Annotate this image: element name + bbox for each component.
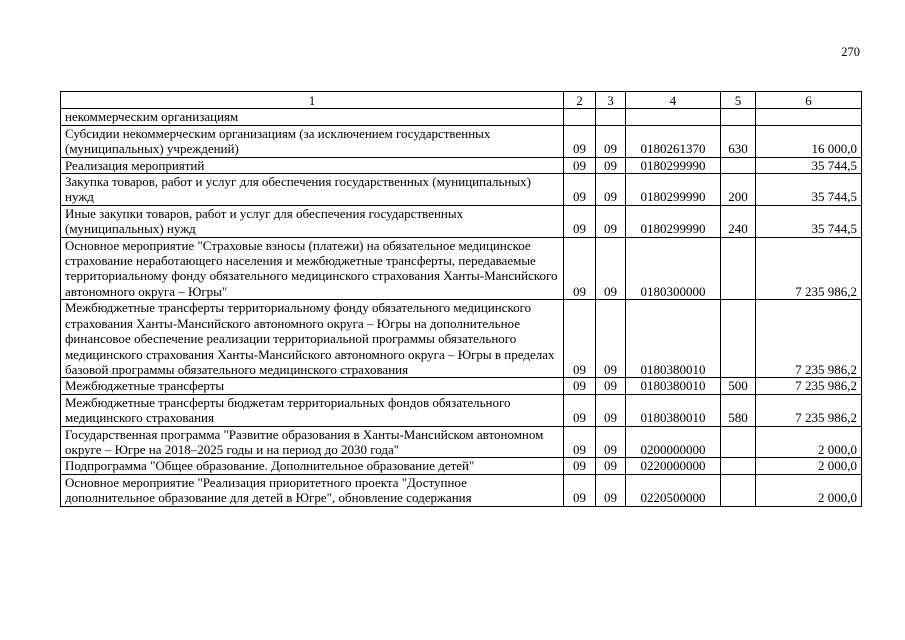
expense-type-code-cell bbox=[721, 458, 756, 474]
table-row bbox=[61, 237, 862, 300]
table-row bbox=[61, 205, 862, 237]
subsection-code-cell: 09 bbox=[596, 174, 626, 206]
header-cell: 2 bbox=[564, 92, 596, 109]
section-code-cell: 09 bbox=[564, 125, 596, 157]
amount-cell bbox=[756, 109, 862, 125]
section-code-cell: 09 bbox=[564, 174, 596, 206]
header-cell: 1 bbox=[61, 92, 564, 109]
section-code-cell: 09 bbox=[564, 157, 596, 173]
row-name-cell: Реализация мероприятий bbox=[61, 157, 564, 173]
subsection-code-cell: 09 bbox=[596, 458, 626, 474]
subsection-code-cell: 09 bbox=[596, 378, 626, 394]
row-name-cell: Межбюджетные трансферты bbox=[61, 378, 564, 394]
section-code-cell: 09 bbox=[564, 300, 596, 378]
header-cell: 3 bbox=[596, 92, 626, 109]
subsection-code-cell: 09 bbox=[596, 394, 626, 426]
expense-type-code-cell: 500 bbox=[721, 378, 756, 394]
table-row bbox=[61, 426, 862, 458]
amount-cell: 16 000,0 bbox=[756, 125, 862, 157]
amount-cell: 2 000,0 bbox=[756, 426, 862, 458]
target-item-code-cell: 0180299990 bbox=[626, 205, 721, 237]
target-item-code-cell: 0180299990 bbox=[626, 174, 721, 206]
row-name-cell: Межбюджетные трансферты территориальному фонду обязательного медицинского страхования Ханты-Мансийского автономного округа – Югры на дополнительное финансовое обеспечение реализации территориальной программы обязательного медицинского страхования Ханты-Мансийского автономного округа – Югры в пределах базовой программы обязательного медицинского страхования bbox=[61, 300, 564, 378]
subsection-code-cell bbox=[596, 109, 626, 125]
section-code-cell: 09 bbox=[564, 378, 596, 394]
section-code-cell bbox=[564, 109, 596, 125]
table-row bbox=[61, 458, 862, 474]
row-name-cell: Государственная программа "Развитие образования в Ханты-Мансийском автономном округе – Югре на 2018–2025 годы и на период до 2030 года" bbox=[61, 426, 564, 458]
table-row bbox=[61, 157, 862, 173]
expense-type-code-cell: 200 bbox=[721, 174, 756, 206]
row-name-cell: Иные закупки товаров, работ и услуг для обеспечения государственных (муниципальных) нужд bbox=[61, 205, 564, 237]
subsection-code-cell: 09 bbox=[596, 205, 626, 237]
amount-cell: 7 235 986,2 bbox=[756, 300, 862, 378]
target-item-code-cell: 0180380010 bbox=[626, 394, 721, 426]
subsection-code-cell: 09 bbox=[596, 300, 626, 378]
table-row bbox=[61, 300, 862, 378]
table-row bbox=[61, 394, 862, 426]
target-item-code-cell: 0220500000 bbox=[626, 474, 721, 506]
target-item-code-cell: 0180380010 bbox=[626, 300, 721, 378]
section-code-cell: 09 bbox=[564, 237, 596, 300]
amount-cell: 7 235 986,2 bbox=[756, 378, 862, 394]
subsection-code-cell: 09 bbox=[596, 125, 626, 157]
target-item-code-cell: 0180261370 bbox=[626, 125, 721, 157]
subsection-code-cell: 09 bbox=[596, 157, 626, 173]
header-cell: 6 bbox=[756, 92, 862, 109]
amount-cell: 35 744,5 bbox=[756, 174, 862, 206]
section-code-cell: 09 bbox=[564, 205, 596, 237]
table-row bbox=[61, 109, 862, 125]
section-code-cell: 09 bbox=[564, 474, 596, 506]
target-item-code-cell: 0180299990 bbox=[626, 157, 721, 173]
amount-cell: 35 744,5 bbox=[756, 157, 862, 173]
table-body bbox=[61, 109, 862, 506]
row-name-cell: некоммерческим организациям bbox=[61, 109, 564, 125]
amount-cell: 2 000,0 bbox=[756, 474, 862, 506]
expense-type-code-cell bbox=[721, 109, 756, 125]
section-code-cell: 09 bbox=[564, 458, 596, 474]
row-name-cell: Основное мероприятие "Страховые взносы (платежи) на обязательное медицинское страхование неработающего населения и межбюджетные трансферты, передаваемые территориальному фонду обязательного медицинского страхования Ханты-Мансийского автономного округа – Югры" bbox=[61, 237, 564, 300]
expense-type-code-cell: 240 bbox=[721, 205, 756, 237]
target-item-code-cell bbox=[626, 109, 721, 125]
row-name-cell: Межбюджетные трансферты бюджетам территориальных фондов обязательного медицинского страхования bbox=[61, 394, 564, 426]
table-row bbox=[61, 125, 862, 157]
target-item-code-cell: 0180380010 bbox=[626, 378, 721, 394]
section-code-cell: 09 bbox=[564, 394, 596, 426]
header-row bbox=[61, 92, 862, 109]
target-item-code-cell: 0200000000 bbox=[626, 426, 721, 458]
subsection-code-cell: 09 bbox=[596, 237, 626, 300]
subsection-code-cell: 09 bbox=[596, 426, 626, 458]
expense-type-code-cell: 580 bbox=[721, 394, 756, 426]
page-number: 270 bbox=[841, 45, 860, 59]
amount-cell: 7 235 986,2 bbox=[756, 237, 862, 300]
table-row bbox=[61, 474, 862, 506]
row-name-cell: Основное мероприятие "Реализация приоритетного проекта "Доступное дополнительное образование для детей в Югре", обновление содержания bbox=[61, 474, 564, 506]
expense-type-code-cell bbox=[721, 157, 756, 173]
expense-type-code-cell bbox=[721, 237, 756, 300]
table-row bbox=[61, 174, 862, 206]
amount-cell: 35 744,5 bbox=[756, 205, 862, 237]
amount-cell: 7 235 986,2 bbox=[756, 394, 862, 426]
row-name-cell: Подпрограмма "Общее образование. Дополнительное образование детей" bbox=[61, 458, 564, 474]
section-code-cell: 09 bbox=[564, 426, 596, 458]
target-item-code-cell: 0220000000 bbox=[626, 458, 721, 474]
expense-type-code-cell bbox=[721, 300, 756, 378]
row-name-cell: Закупка товаров, работ и услуг для обеспечения государственных (муниципальных) нужд bbox=[61, 174, 564, 206]
header-cell: 5 bbox=[721, 92, 756, 109]
subsection-code-cell: 09 bbox=[596, 474, 626, 506]
row-name-cell: Субсидии некоммерческим организациям (за исключением государственных (муниципальных) учреждений) bbox=[61, 125, 564, 157]
amount-cell: 2 000,0 bbox=[756, 458, 862, 474]
target-item-code-cell: 0180300000 bbox=[626, 237, 721, 300]
budget-table bbox=[60, 91, 862, 507]
header-cell: 4 bbox=[626, 92, 721, 109]
expense-type-code-cell: 630 bbox=[721, 125, 756, 157]
table-row bbox=[61, 378, 862, 394]
expense-type-code-cell bbox=[721, 474, 756, 506]
expense-type-code-cell bbox=[721, 426, 756, 458]
